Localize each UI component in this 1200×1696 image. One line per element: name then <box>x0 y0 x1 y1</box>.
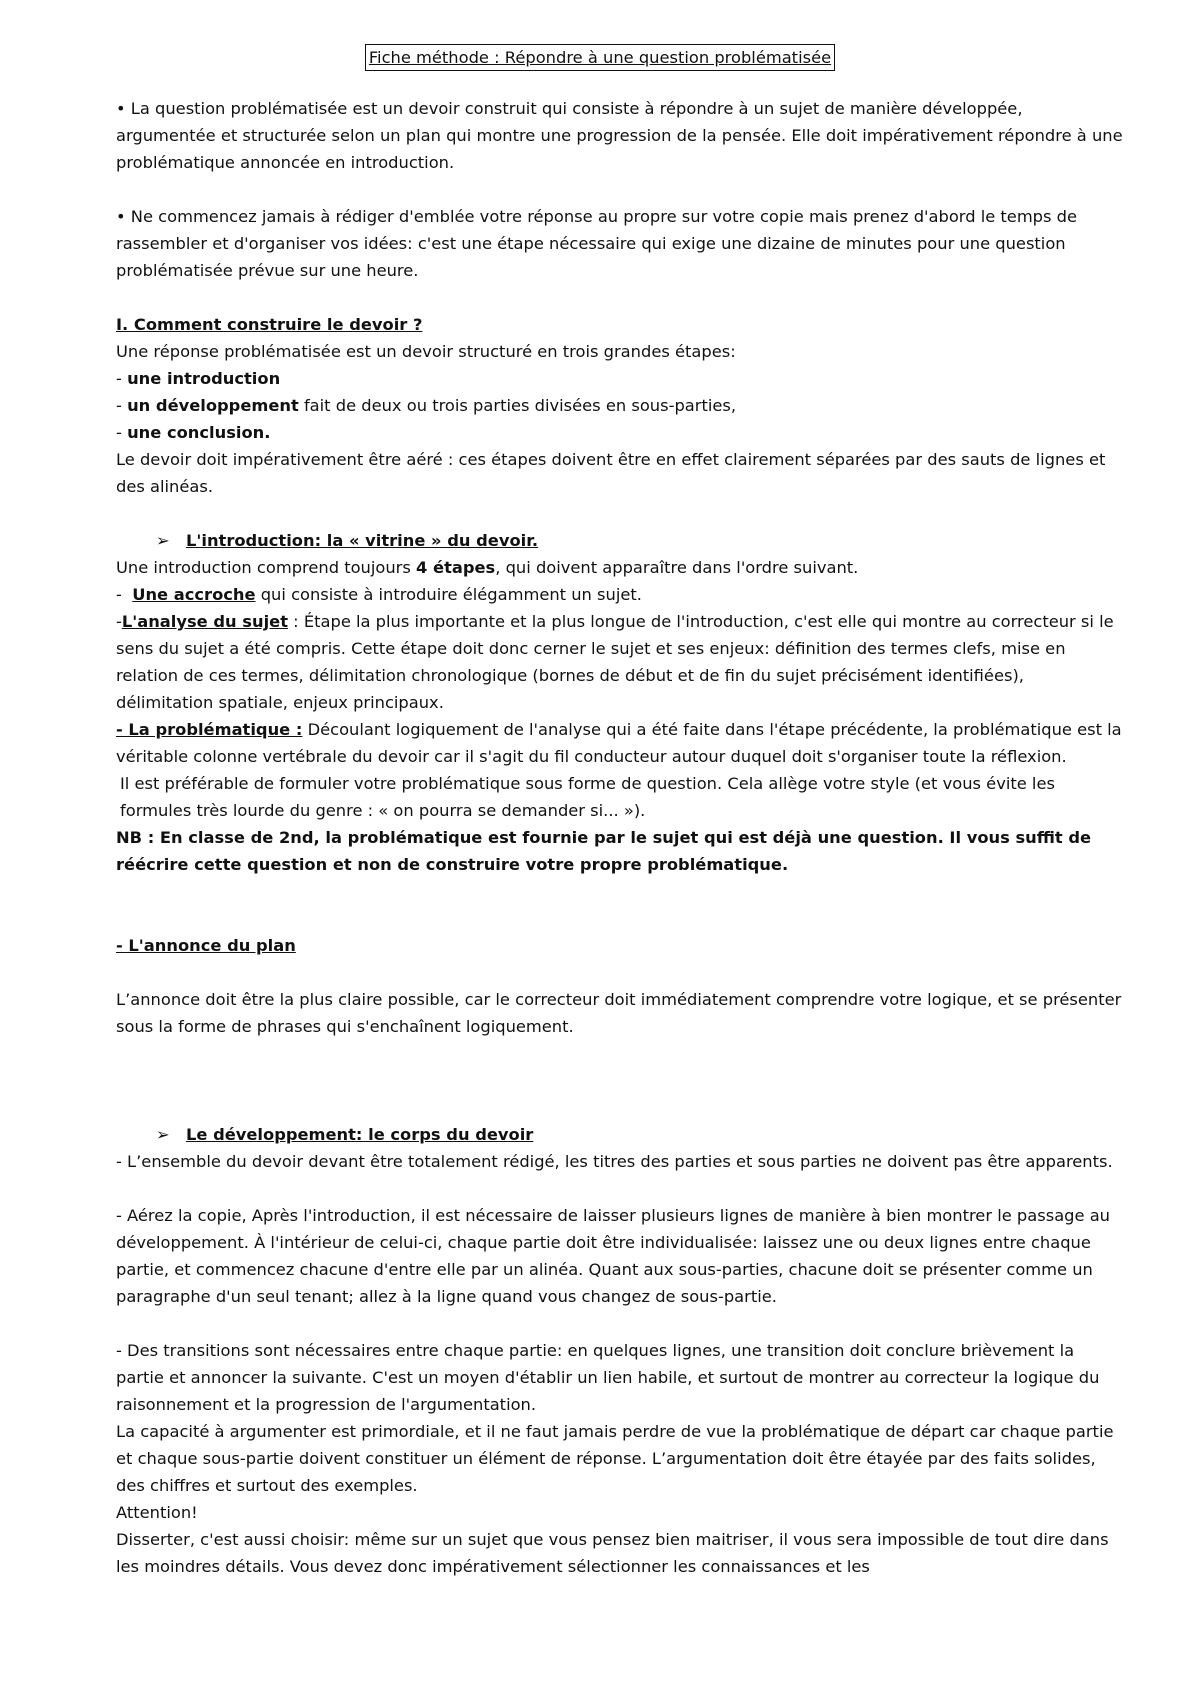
introduction-heading: L'introduction: la « vitrine » du devoir. <box>186 531 539 550</box>
section1-note: Le devoir doit impérativement être aéré : ces étapes doivent être en effet clairement séparées par des sauts de lignes et des alinéas. <box>116 450 1106 496</box>
document-body <box>116 95 1126 1580</box>
accroche-line: - Une accroche qui consiste à introduire élégamment un sujet. <box>116 585 642 604</box>
formulation-paragraph: Il est préférable de formuler votre problématique sous forme de question. Cela allège votre style (et vous évite les formules très lourde du genre : « on pourra se demander si... »). <box>120 774 1055 820</box>
introduction-lead-b: 4 étapes <box>416 558 496 577</box>
accroche-label: Une accroche <box>132 585 256 604</box>
section1-step-3 <box>116 419 1126 446</box>
problematique-line <box>116 716 1126 770</box>
analyse-text: : Étape la plus importante et la plus longue de l'introduction, c'est elle qui montre au correcteur si le sens du sujet a été compris. Cette étape doit donc cerner le sujet et ses enjeux: définition des termes clefs, mise en relation de ces termes, délimitation chronologique (bornes de début et de fin du sujet précisément identifiées), délimitation spatiale, enjeux principaux. <box>116 612 1114 712</box>
analyse-line: -L'analyse du sujet : Étape la plus importante et la plus longue de l'introduction, c'est elle qui montre au correcteur si le sens du sujet a été compris. Cette étape doit donc cerner le sujet et ses enjeux: définition des termes clefs, mise en relation de ces termes, délimitation chronologique (bornes de début et de fin du sujet précisément identifiées), délimitation spatiale, enjeux principaux. <box>116 612 1114 712</box>
step1-text: une introduction <box>127 369 281 388</box>
document-title: Fiche méthode : Répondre à une question problématisée <box>365 44 835 71</box>
introduction-lead-c: , qui doivent apparaître dans l'ordre suivant. <box>495 558 859 577</box>
nb-text: NB : En classe de 2nd, la problématique est fournie par le sujet qui est déjà une question. Il vous suffit de réécrire cette question et non de construire votre propre problématique. <box>116 828 1092 874</box>
section1-step-1 <box>116 365 1126 392</box>
problematique-text: Découlant logiquement de l'analyse qui a été faite dans l'étape précédente, la problématique est la véritable colonne vertébrale du devoir car il s'agit du fil conducteur autour duquel doit s'organiser toute la réflexion. <box>116 720 1122 766</box>
dash: - <box>116 369 128 388</box>
dash: - <box>116 396 128 415</box>
section1-lead: Une réponse problématisée est un devoir structuré en trois grandes étapes: <box>116 342 736 361</box>
title-container <box>0 44 1200 71</box>
arrow-bullet-icon: ➢ <box>156 1125 170 1144</box>
intro-paragraph-1-text: La question problématisée est un devoir construit qui consiste à répondre à un sujet de manière développée, argumentée et structurée selon un plan qui montre une progression de la pensée. Elle doit impérativement répondre à une problématique annoncée en introduction. <box>116 99 1123 172</box>
section1-step-2 <box>116 392 1126 419</box>
bullet-icon: • <box>116 99 126 118</box>
section1-heading: I. Comment construire le devoir ? <box>116 315 423 334</box>
developpement-paragraph-1: - L’ensemble du devoir devant être totalement rédigé, les titres des parties et sous parties ne doivent pas être apparents. <box>116 1152 1113 1171</box>
developpement-paragraph-3: - Des transitions sont nécessaires entre chaque partie: en quelques lignes, une transition doit conclure brièvement la partie et annoncer la suivante. C'est un moyen d'établir un lien habile, et surtout de montrer au correcteur la logique du raisonnement et la progression de l'argumentation. <box>116 1341 1100 1414</box>
intro-paragraph-2-text: Ne commencez jamais à rédiger d'emblée votre réponse au propre sur votre copie mais prenez d'abord le temps de rassembler et d'organiser vos idées: c'est une étape nécessaire qui exige une dizaine de minutes pour une question problématisée prévue sur une heure. <box>116 207 1078 280</box>
arrow-bullet-icon: ➢ <box>156 531 170 550</box>
developpement-heading-line <box>116 1121 1126 1148</box>
developpement-heading: Le développement: le corps du devoir <box>186 1125 534 1144</box>
introduction-lead <box>116 554 1126 581</box>
developpement-paragraph-5: Disserter, c'est aussi choisir: même sur un sujet que vous pensez bien maitriser, il vous sera impossible de tout dire dans les moindres détails. Vous devez donc impérativement sélectionner les connaissances et les <box>116 1530 1109 1576</box>
developpement-paragraph-2: - Aérez la copie, Après l'introduction, il est nécessaire de laisser plusieurs lignes de manière à bien montrer le passage au développement. À l'intérieur de celui-ci, chaque partie doit être individualisée: laissez une ou deux lignes entre chaque partie, et commencez chacune d'entre elle par un alinéa. Quant aux sous-parties, chacune doit se présenter comme un paragraphe d'un seul tenant; allez à la ligne quand vous changez de sous-partie. <box>116 1206 1110 1306</box>
developpement-paragraph-4: La capacité à argumenter est primordiale, et il ne faut jamais perdre de vue la problématique de départ car chaque partie et chaque sous-partie doivent constituer un élément de réponse. L’argumentation doit être étayée par des faits solides, des chiffres et surtout des exemples. <box>116 1422 1114 1495</box>
introduction-lead-a: Une introduction comprend toujours <box>116 558 417 577</box>
intro-paragraph-2 <box>116 203 1126 284</box>
intro-paragraph-1 <box>116 95 1126 176</box>
problematique-label: - La problématique : <box>116 720 303 739</box>
accroche-text: qui consiste à introduire élégamment un sujet. <box>255 585 642 604</box>
step2-rest: fait de deux ou trois parties divisées en sous-parties, <box>298 396 737 415</box>
step3-text: une conclusion. <box>127 423 271 442</box>
bullet-icon: • <box>116 207 126 226</box>
nb-paragraph <box>116 824 1126 878</box>
annonce-heading: - L'annonce du plan <box>116 936 296 955</box>
annonce-paragraph: L’annonce doit être la plus claire possible, car le correcteur doit immédiatement comprendre votre logique, et se présenter sous la forme de phrases qui s'enchaînent logiquement. <box>116 990 1122 1036</box>
step2-bold: un développement <box>127 396 299 415</box>
analyse-label: L'analyse du sujet <box>121 612 288 631</box>
dash: - <box>116 423 128 442</box>
attention-label: Attention! <box>116 1503 198 1522</box>
introduction-heading-line <box>116 527 1126 554</box>
